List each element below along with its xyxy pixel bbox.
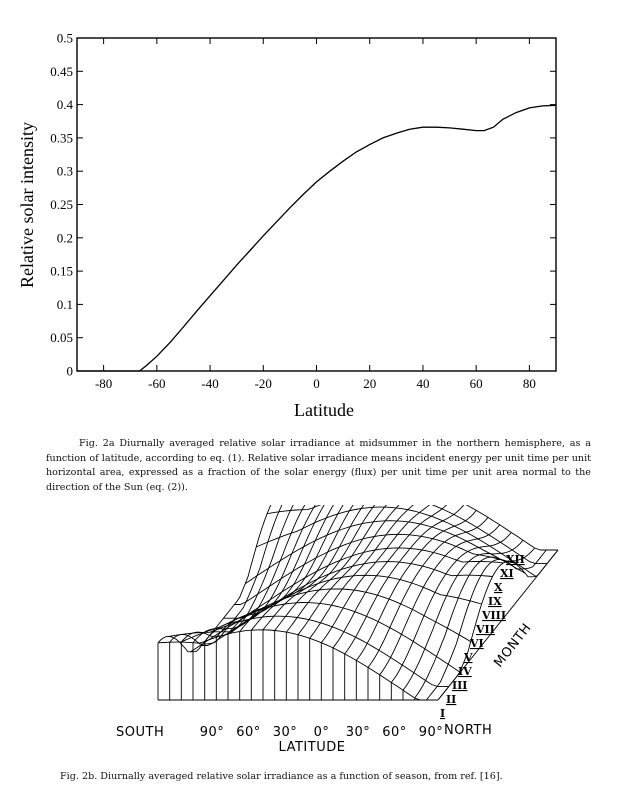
latitude-tick-label: 90° xyxy=(418,725,444,740)
month-tick-label: II xyxy=(446,693,457,706)
seasonal-irradiance-surface xyxy=(100,505,580,755)
y-tick-label: 0.15 xyxy=(50,263,73,279)
latitude-tick-label: 60° xyxy=(382,725,407,740)
y-tick-label: 0 xyxy=(66,363,73,379)
x-tick-label: -20 xyxy=(254,376,272,391)
wireframe-line xyxy=(310,505,430,638)
latitude-tick-labels xyxy=(200,725,444,740)
x-tick-label: 80 xyxy=(522,376,536,391)
month-tick-label: XI xyxy=(500,567,514,580)
x-tick-label: 40 xyxy=(416,376,430,391)
figure-2b-caption: Fig. 2b. Diurnally averaged relative solar irradiance as a function of season, from ref. [16]. xyxy=(60,771,503,782)
y-tick-label: 0.3 xyxy=(56,163,73,179)
x-axis-title: Latitude xyxy=(294,400,354,420)
x-axis-ticks xyxy=(95,38,536,391)
x-tick-label: -60 xyxy=(148,376,166,391)
month-tick-label: VIII xyxy=(482,609,506,622)
month-tick-label: X xyxy=(494,581,503,594)
y-tick-label: 0.05 xyxy=(50,330,73,346)
y-tick-label: 0.25 xyxy=(50,197,73,212)
y-tick-label: 0.4 xyxy=(56,97,73,113)
month-axis-title: MONTH xyxy=(491,620,535,671)
x-tick-label: 60 xyxy=(469,376,483,391)
wireframe-line xyxy=(245,521,525,584)
y-tick-label: 0.1 xyxy=(56,296,73,312)
month-tick-label: VII xyxy=(476,623,495,636)
series-line-midsummer xyxy=(77,105,556,371)
x-tick-label: 0 xyxy=(313,376,320,391)
plot-frame xyxy=(77,38,556,371)
figure-2a-caption: Fig. 2a Diurnally averaged relative solar irradiance at midsummer in the northern hemisphere, as a function of latitude, according to eq. (1). Relative solar irradiance means incident energy per unit time per unit horizontal area, expressed as a fraction of the solar energy (flux) per unit time per unit area normal to the direction of the Sun (eq. (2)). xyxy=(46,438,591,493)
wireframe-line xyxy=(438,550,558,700)
wireframe-line xyxy=(415,548,535,698)
latitude-tick-label: 0° xyxy=(313,725,330,740)
month-tick-label: XII xyxy=(506,553,525,566)
x-tick-label: 20 xyxy=(363,376,377,391)
month-tick-label: VI xyxy=(470,637,484,650)
latitude-irradiance-chart xyxy=(0,20,620,430)
latitude-tick-label: 60° xyxy=(236,725,261,740)
month-tick-label: I xyxy=(440,707,446,720)
y-tick-label: 0.5 xyxy=(56,30,73,46)
north-label: NORTH xyxy=(444,723,493,738)
wireframe-line xyxy=(193,505,313,643)
x-tick-label: -80 xyxy=(94,376,113,391)
wireframe-line xyxy=(275,505,395,631)
wireframe-line xyxy=(169,616,449,686)
wireframe-line xyxy=(205,505,325,642)
y-tick-label: 0.35 xyxy=(50,130,73,146)
south-label: SOUTH xyxy=(116,725,165,740)
y-axis-ticks xyxy=(50,31,556,379)
month-tick-label: IX xyxy=(488,595,502,608)
wireframe-line xyxy=(286,505,406,632)
month-tick-label: III xyxy=(452,679,468,692)
latitude-tick-label: 90° xyxy=(199,725,225,740)
latitude-tick-label: 30° xyxy=(272,725,298,740)
month-tick-label: V xyxy=(464,651,473,664)
y-tick-label: 0.2 xyxy=(56,230,73,246)
y-axis-title: Relative solar intensity xyxy=(17,122,37,288)
latitude-axis-title: LATITUDE xyxy=(278,740,346,755)
month-tick-label: IV xyxy=(458,665,472,678)
y-tick-label: 0.45 xyxy=(50,63,73,79)
x-tick-label: -40 xyxy=(201,376,219,391)
latitude-tick-label: 30° xyxy=(345,725,371,740)
